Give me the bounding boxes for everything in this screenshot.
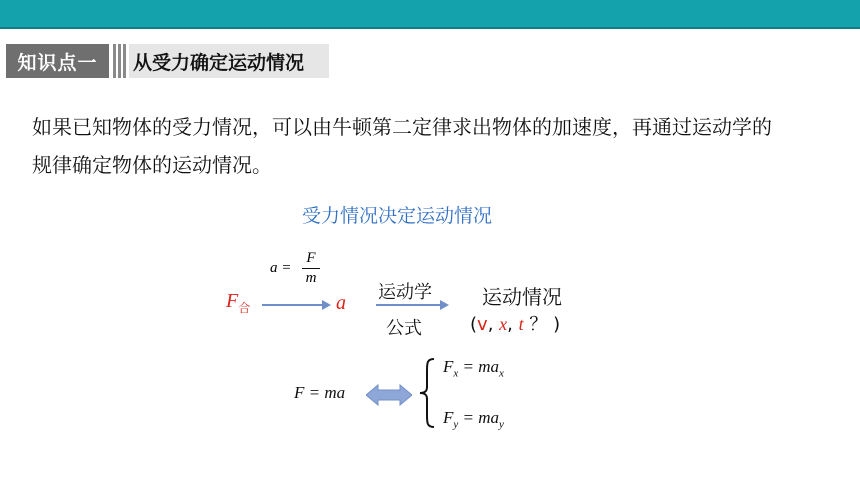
net-force-letter: F [226, 290, 239, 312]
sep-2: , [507, 314, 519, 335]
sep-1: , [487, 314, 500, 335]
double-arrow-icon [366, 384, 412, 406]
accel-to-motion-arrowhead [440, 300, 449, 310]
intro-line-1: 如果已知物体的受力情况，可以由牛顿第二定律求出物体的加速度，再通过运动学的 [32, 115, 772, 139]
intro-paragraph [32, 108, 832, 184]
motion-variables [470, 310, 560, 336]
accel-symbol: a [336, 292, 346, 314]
top-banner [0, 0, 860, 27]
fy-letter: F [443, 408, 454, 427]
net-force-symbol [226, 290, 250, 316]
question-mark: ？ [529, 314, 548, 335]
accel-to-motion-arrow [376, 304, 442, 306]
fy-rhs-subscript: y [499, 418, 504, 431]
force-y-component [443, 408, 504, 430]
kinematics-label: 运动学 [378, 282, 432, 303]
paren-close: ) [553, 314, 561, 335]
accel-fraction [302, 250, 320, 287]
fx-letter: F [443, 357, 454, 376]
paren-open: ( [470, 314, 478, 335]
section-title: 从受力确定运动情况 [129, 44, 329, 78]
diagram-title: 受力情况决定运动情况 [302, 205, 493, 227]
top-banner-underline [0, 27, 860, 29]
intro-line-2: 规律确定物体的运动情况。 [32, 153, 272, 177]
accel-equation-lhs: a = [270, 260, 292, 276]
curly-brace-icon [418, 357, 438, 429]
motion-label: 运动情况 [482, 285, 562, 309]
force-to-accel-arrow [262, 304, 324, 306]
fraction-bar [302, 268, 320, 269]
newton-second-law: F = ma [294, 383, 346, 402]
fx-subscript: x [453, 367, 459, 380]
var-v: v [477, 314, 488, 335]
fraction-numerator: F [306, 250, 316, 266]
fy-rhs: = ma [462, 408, 500, 427]
force-to-accel-arrowhead [322, 300, 331, 310]
section-divider-bars [113, 44, 127, 78]
fx-rhs: = ma [462, 357, 500, 376]
net-force-subscript: 合 [238, 301, 251, 315]
force-x-component [443, 357, 504, 379]
fraction-denominator: m [305, 270, 317, 286]
section-label: 知识点一 [6, 44, 109, 78]
fy-subscript: y [453, 418, 459, 431]
fx-rhs-subscript: x [499, 367, 504, 380]
var-t: t [518, 314, 524, 334]
formula-label: 公式 [386, 318, 422, 339]
var-x: x [499, 314, 508, 334]
